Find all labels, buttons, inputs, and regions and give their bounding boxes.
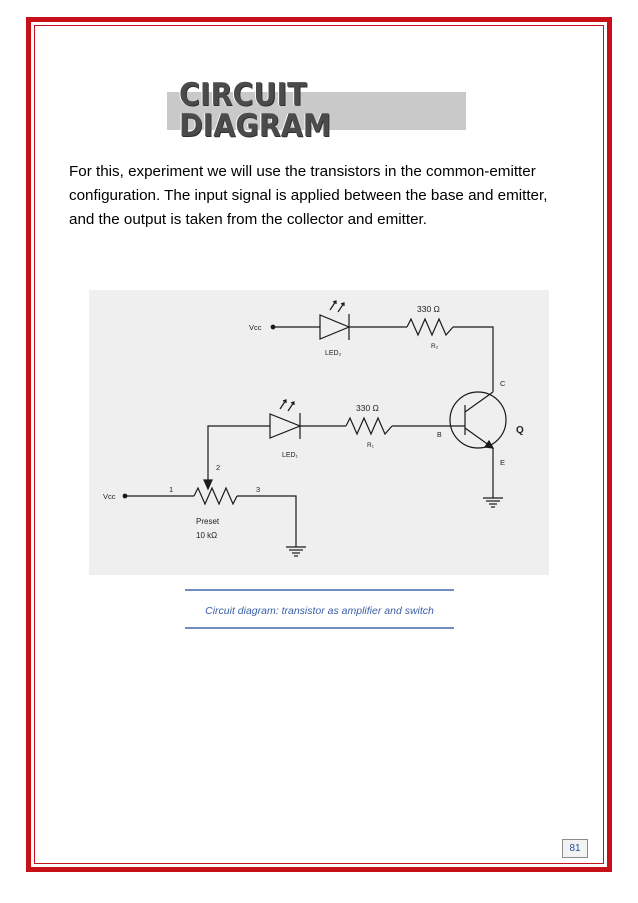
- led1-label: LED₁: [282, 452, 298, 459]
- vcc-left-wire: [123, 494, 194, 498]
- page-number-badge: 81: [562, 839, 588, 858]
- pin-1-label: 1: [169, 485, 174, 494]
- emitter-ground-symbol: [483, 498, 503, 507]
- pin-3-label: 3: [256, 485, 261, 494]
- title-banner: [167, 77, 466, 144]
- led2-label: LED₂: [325, 350, 342, 357]
- collector-label: C: [500, 379, 506, 388]
- r1-label: R₁: [367, 442, 374, 449]
- circuit-diagram-svg: [89, 290, 549, 575]
- emitter-label: E: [500, 458, 506, 467]
- preset-ground-symbol: [286, 547, 306, 556]
- vcc-top-wire: [271, 325, 320, 329]
- intro-paragraph: For this, experiment we will use the transistors in the common-emitter configuration. The input signal is applied between the base and emitter, and the output is taken from the collector and emitter.: [69, 163, 548, 228]
- page-title: CIRCUIT DIAGRAM: [178, 77, 332, 144]
- preset-value-label: 10 kΩ: [196, 531, 218, 540]
- circuit-diagram: [89, 290, 549, 575]
- pin-2-label: 2: [216, 463, 221, 472]
- caption-bottom-rule: [185, 627, 454, 629]
- r2-resistor: [407, 319, 453, 335]
- preset-wiper: [204, 466, 212, 489]
- r2-label: R₂: [431, 343, 439, 350]
- caption-top-rule: [185, 589, 454, 591]
- r1-value-label: 330 Ω: [356, 403, 379, 413]
- r1-resistor: [346, 418, 392, 434]
- transistor-label: Q: [516, 425, 524, 436]
- r2-value-label: 330 Ω: [417, 304, 440, 314]
- transistor-q-symbol: [450, 389, 506, 452]
- figure-caption: Circuit diagram: transistor as amplifier and switch: [205, 605, 434, 617]
- base-label: B: [437, 432, 442, 439]
- led1-symbol: [270, 400, 300, 439]
- preset-potentiometer: [194, 488, 237, 504]
- vcc-top-label: Vcc: [249, 323, 262, 332]
- preset-label: Preset: [196, 517, 220, 526]
- vcc-left-label: Vcc: [103, 492, 116, 501]
- led2-symbol: [320, 301, 349, 340]
